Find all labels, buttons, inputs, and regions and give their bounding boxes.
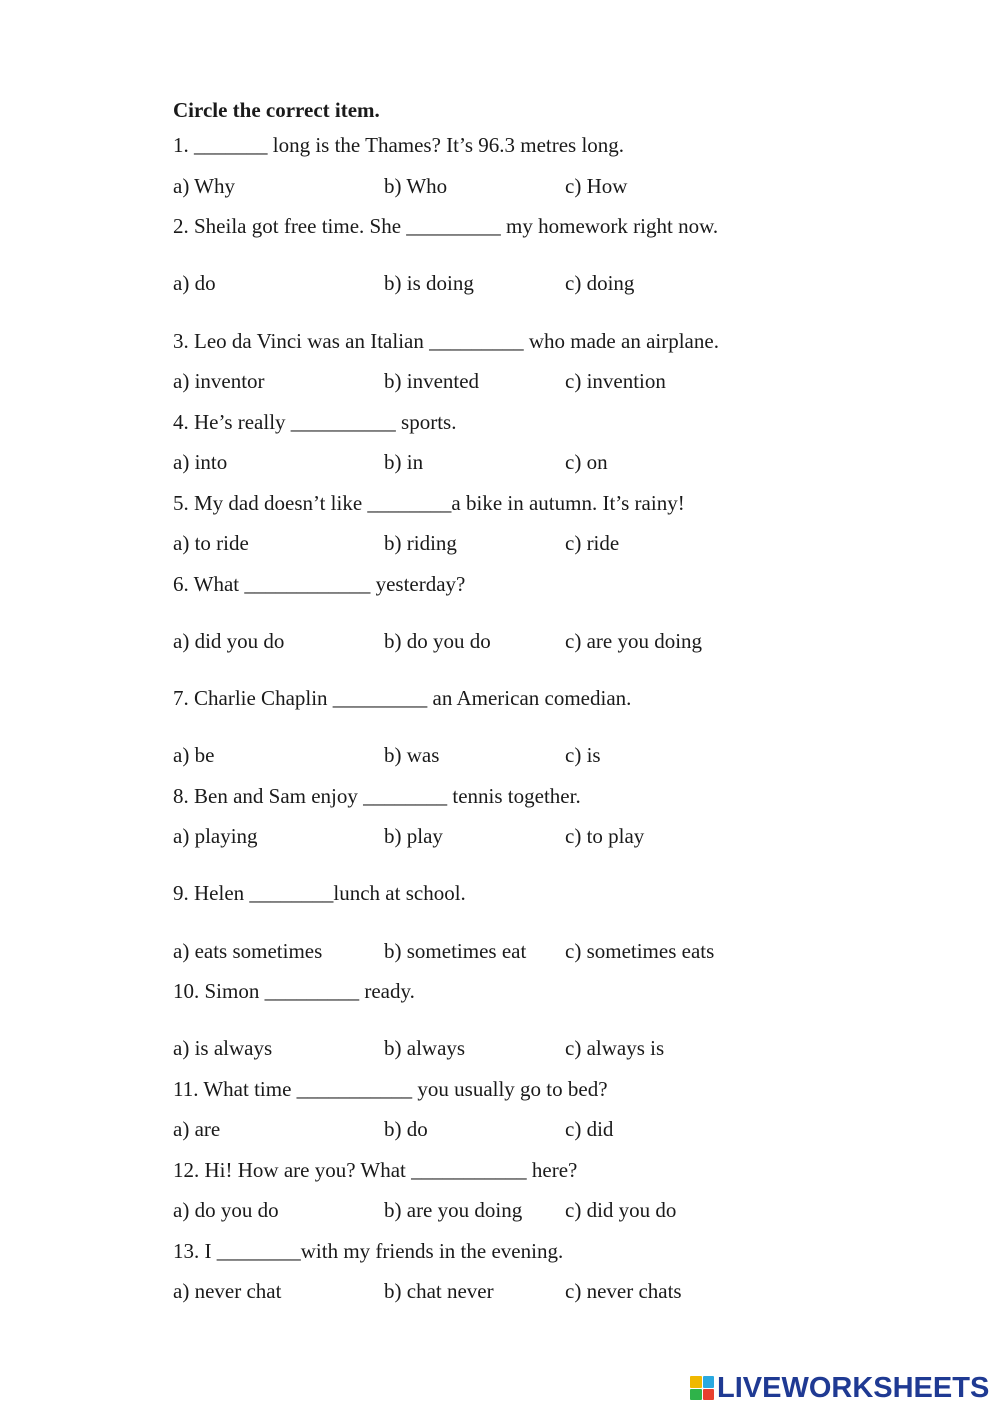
logo-blocks-icon [690,1376,714,1400]
option-5b[interactable]: b) riding [384,531,457,555]
option-9a[interactable]: a) eats sometimes [173,939,323,963]
question-4: 4. He’s really __________ sports. [173,410,457,434]
question-9: 9. Helen ________lunch at school. [173,881,466,905]
option-12c[interactable]: c) did you do [565,1198,677,1222]
option-3b[interactable]: b) invented [384,369,480,393]
option-12a[interactable]: a) do you do [173,1198,279,1222]
option-2c[interactable]: c) doing [565,271,635,295]
option-6c[interactable]: c) are you doing [565,629,703,653]
option-2a[interactable]: a) do [173,271,216,295]
option-11a[interactable]: a) are [173,1117,221,1141]
option-10c[interactable]: c) always is [565,1036,665,1060]
option-9c[interactable]: c) sometimes eats [565,939,715,963]
option-1a[interactable]: a) Why [173,174,236,198]
option-9b[interactable]: b) sometimes eat [384,939,527,963]
question-10: 10. Simon _________ ready. [173,979,415,1003]
question-5: 5. My dad doesn’t like ________a bike in autumn. It’s rainy! [173,491,685,515]
option-8b[interactable]: b) play [384,824,443,848]
option-11b[interactable]: b) do [384,1117,428,1141]
question-7: 7. Charlie Chaplin _________ an American comedian. [173,686,632,710]
option-8c[interactable]: c) to play [565,824,645,848]
option-5c[interactable]: c) ride [565,531,620,555]
option-11c[interactable]: c) did [565,1117,614,1141]
option-13c[interactable]: c) never chats [565,1279,682,1303]
option-8a[interactable]: a) playing [173,824,258,848]
option-7c[interactable]: c) is [565,743,601,767]
question-13: 13. I ________with my friends in the evening. [173,1239,564,1263]
option-5a[interactable]: a) to ride [173,531,249,555]
option-10a[interactable]: a) is always [173,1036,273,1060]
question-1: 1. _______ long is the Thames? It’s 96.3 metres long. [173,133,625,157]
question-6: 6. What ____________ yesterday? [173,572,466,596]
option-12b[interactable]: b) are you doing [384,1198,523,1222]
option-1c[interactable]: c) How [565,174,628,198]
question-11: 11. What time ___________ you usually go to bed? [173,1077,608,1101]
option-3c[interactable]: c) invention [565,369,666,393]
option-1b[interactable]: b) Who [384,174,448,198]
question-8: 8. Ben and Sam enjoy ________ tennis together. [173,784,581,808]
option-6b[interactable]: b) do you do [384,629,491,653]
option-10b[interactable]: b) always [384,1036,466,1060]
option-7b[interactable]: b) was [384,743,440,767]
logo-text: LIVEWORKSHEETS [717,1371,990,1404]
option-2b[interactable]: b) is doing [384,271,474,295]
option-4b[interactable]: b) in [384,450,424,474]
option-13b[interactable]: b) chat never [384,1279,494,1303]
question-2: 2. Sheila got free time. She _________ my homework right now. [173,214,719,238]
option-3a[interactable]: a) inventor [173,369,265,393]
option-4c[interactable]: c) on [565,450,608,474]
option-13a[interactable]: a) never chat [173,1279,282,1303]
question-12: 12. Hi! How are you? What ___________ here? [173,1158,578,1182]
option-7a[interactable]: a) be [173,743,215,767]
option-4a[interactable]: a) into [173,450,228,474]
question-3: 3. Leo da Vinci was an Italian _________ who made an airplane. [173,329,719,353]
option-6a[interactable]: a) did you do [173,629,285,653]
liveworksheets-logo [690,1373,989,1403]
worksheet-title: Circle the correct item. [173,98,380,122]
